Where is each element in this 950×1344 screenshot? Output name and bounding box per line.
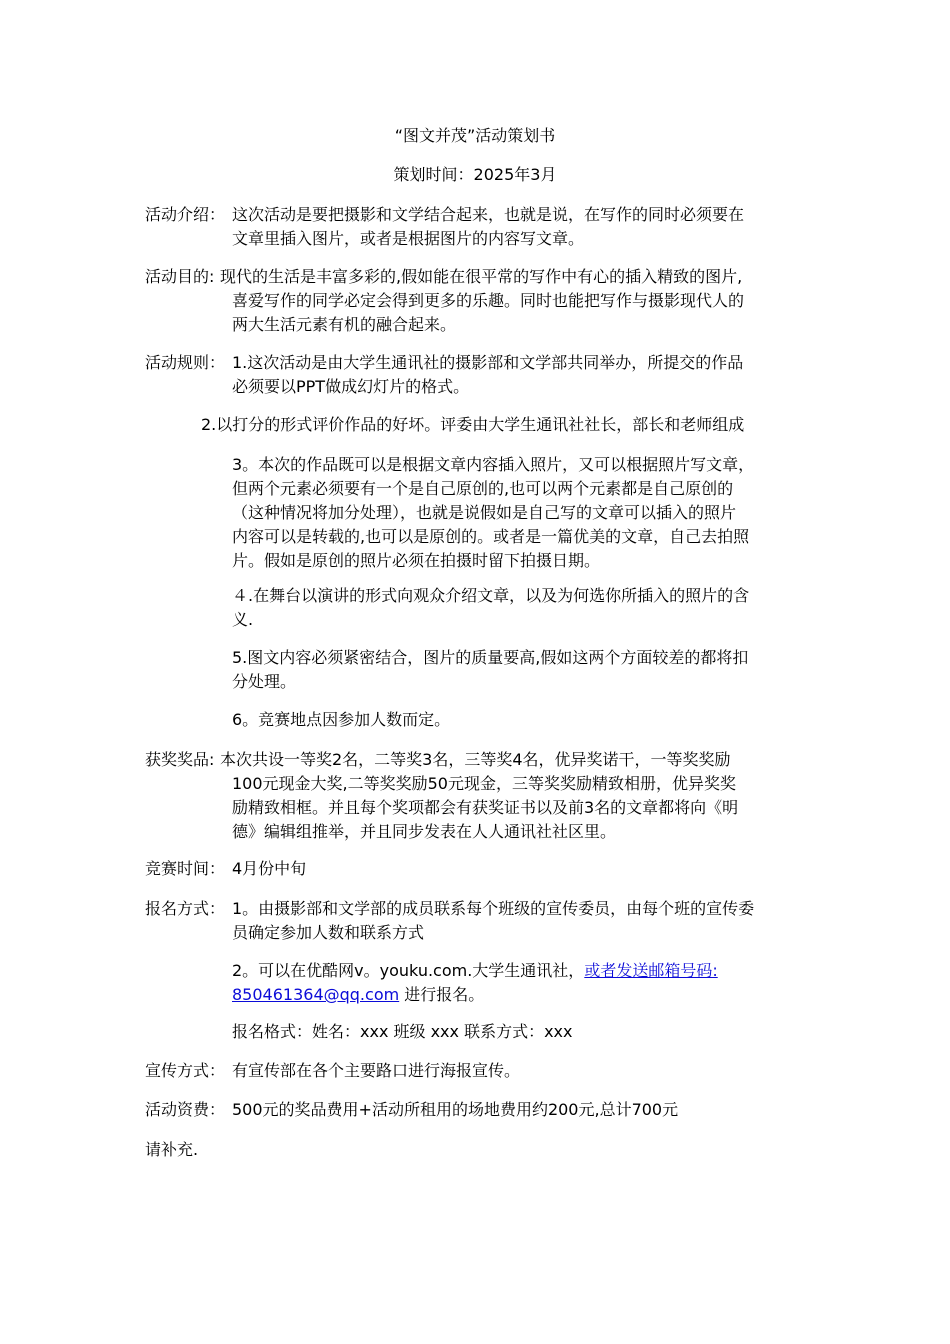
signup-method-2 bbox=[232, 959, 812, 1007]
document-subtitle: 策划时间：2025年3月 bbox=[393, 165, 557, 184]
intro-line: 这次活动是要把摄影和文学结合起来，也就是说，在写作的同时必须要在 bbox=[232, 205, 745, 224]
signup-method-1 bbox=[232, 897, 812, 945]
purpose-line: 两大生活元素有机的融合起来。 bbox=[232, 315, 457, 334]
prizes-line: 本次共设一等奖2名，二等奖3名，三等奖4名，优异奖诺干，一等奖奖励 bbox=[220, 750, 731, 769]
document-title: “图文并茂”活动策划书 bbox=[394, 126, 556, 145]
rule-line: 3。本次的作品既可以是根据文章内容插入照片，又可以根据照片写文章， bbox=[232, 455, 755, 474]
signup-line bbox=[232, 959, 812, 983]
signup-line: 员确定参加人数和联系方式 bbox=[232, 923, 425, 942]
prizes-text bbox=[232, 772, 812, 844]
prizes-line: 100元现金大奖,二等奖奖励50元现金，三等奖奖励精致相册，优异奖奖 bbox=[232, 774, 736, 793]
rule-line: （这种情况将加分处理），也就是说假如是自己写的文章可以插入的照片 bbox=[232, 503, 737, 522]
prizes-label: 获奖奖品: bbox=[145, 750, 215, 769]
rule-1 bbox=[232, 351, 812, 399]
rule-3 bbox=[232, 453, 812, 573]
rule-line: ４.在舞台以演讲的形式向观众介绍文章，以及为何选你所插入的照片的含 bbox=[232, 586, 750, 605]
signup-method-2-suffix: 进行报名。 bbox=[399, 985, 485, 1004]
prizes-line: 德》编辑组推举，并且同步发表在人人通讯社社区里。 bbox=[232, 822, 617, 841]
email-link[interactable]: 或者发送邮箱号码: bbox=[584, 961, 718, 980]
rule-2: 2.以打分的形式评价作品的好坏。评委由大学生通讯社社长，部长和老师组成 bbox=[201, 415, 745, 434]
intro-text bbox=[232, 203, 812, 251]
rule-line: 片。假如是原创的照片必须在拍摄时留下拍摄日期。 bbox=[232, 551, 601, 570]
rule-line: 义. bbox=[232, 610, 254, 629]
budget-value: 500元的奖品费用+活动所租用的场地费用约200元,总计700元 bbox=[232, 1100, 679, 1119]
closing-note: 请补充. bbox=[145, 1140, 199, 1159]
rules-label: 活动规则： bbox=[145, 353, 226, 372]
purpose-label: 活动目的: bbox=[145, 267, 215, 286]
email-address-link[interactable]: 850461364@qq.com bbox=[232, 985, 400, 1004]
signup-line: 1。由摄影部和文学部的成员联系每个班级的宣传委员，由每个班的宣传委 bbox=[232, 899, 755, 918]
signup-label: 报名方式： bbox=[145, 899, 226, 918]
promotion-value: 有宣传部在各个主要路口进行海报宣传。 bbox=[232, 1061, 521, 1080]
time-value: 4月份中旬 bbox=[232, 859, 307, 878]
time-label: 竞赛时间： bbox=[145, 859, 226, 878]
budget-label: 活动资费： bbox=[145, 1100, 226, 1119]
rule-line: 5.图文内容必须紧密结合，图片的质量要高,假如这两个方面较差的都将扣 bbox=[232, 648, 749, 667]
rule-5 bbox=[232, 646, 812, 694]
signup-line bbox=[232, 983, 812, 1007]
signup-format: 报名格式：姓名：xxx 班级 xxx 联系方式：xxx bbox=[232, 1022, 573, 1041]
intro-line: 文章里插入图片，或者是根据图片的内容写文章。 bbox=[232, 229, 585, 248]
purpose-line: 喜爱写作的同学必定会得到更多的乐趣。同时也能把写作与摄影现代人的 bbox=[232, 291, 745, 310]
rule-line: 1.这次活动是由大学生通讯社的摄影部和文学部共同举办，所提交的作品 bbox=[232, 353, 744, 372]
purpose-text bbox=[232, 289, 812, 337]
signup-method-2-prefix: 2。可以在优酷网v。youku.com.大学生通讯社， bbox=[232, 961, 585, 980]
rule-4 bbox=[232, 584, 812, 632]
rule-6 bbox=[232, 708, 812, 732]
rule-line: 6。竞赛地点因参加人数而定。 bbox=[232, 710, 451, 729]
rule-line: 内容可以是转载的,也可以是原创的。或者是一篇优美的文章，自己去拍照 bbox=[232, 527, 750, 546]
prizes-line: 励精致相框。并且每个奖项都会有获奖证书以及前3名的文章都将向《明 bbox=[232, 798, 739, 817]
rule-line: 分处理。 bbox=[232, 672, 297, 691]
purpose-line: 现代的生活是丰富多彩的,假如能在很平常的写作中有心的插入精致的图片, bbox=[220, 267, 743, 286]
rule-line: 但两个元素必须要有一个是自己原创的,也可以两个元素都是自己原创的 bbox=[232, 479, 734, 498]
intro-label: 活动介绍： bbox=[145, 205, 226, 224]
promotion-label: 宣传方式： bbox=[145, 1061, 226, 1080]
rule-line: 必须要以PPT做成幻灯片的格式。 bbox=[232, 377, 470, 396]
